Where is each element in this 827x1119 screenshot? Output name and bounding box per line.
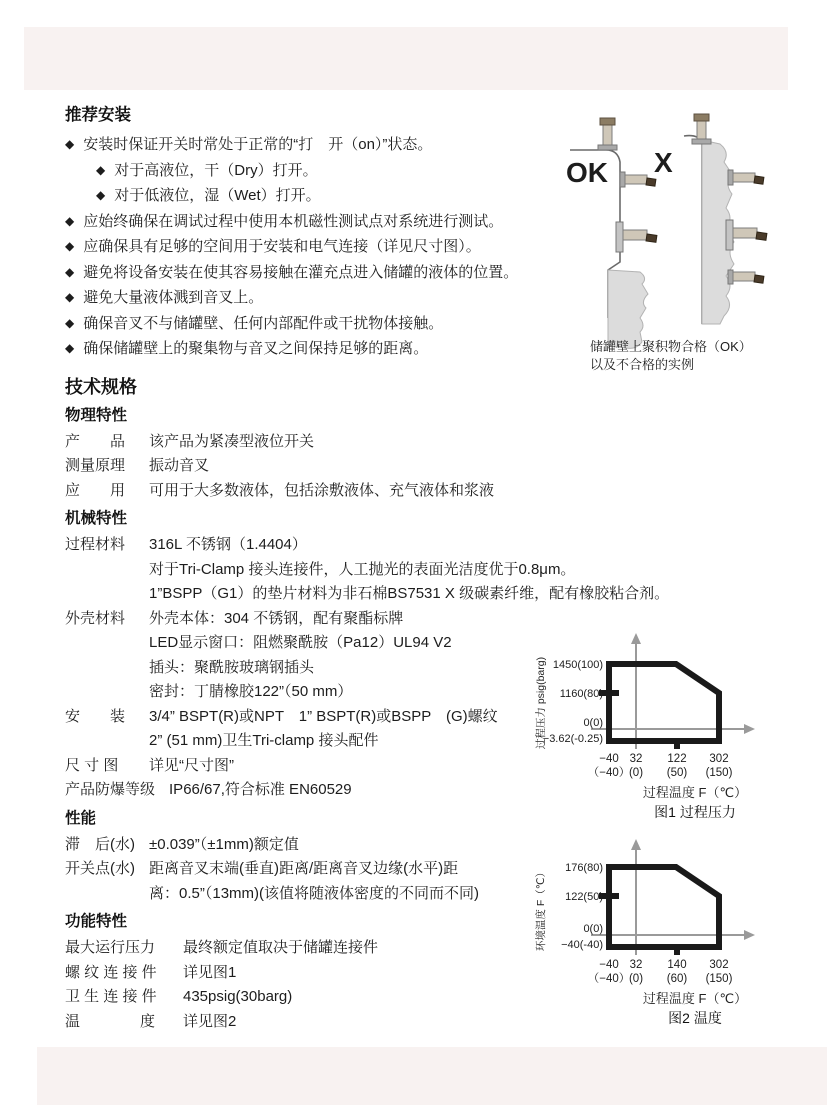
spec-value: 详见“尺寸图” [149, 756, 234, 774]
figure1-plot [531, 631, 823, 779]
spec-value [149, 705, 498, 754]
spec-value: 振动音叉 [149, 457, 210, 474]
spec-label: 安 装 [65, 707, 126, 725]
fig2-xtick-c: (60) [666, 973, 688, 985]
y-axis-arrow-icon [631, 633, 641, 644]
spec-label: 滞 后(水) [65, 835, 135, 853]
fig1-xtick-c: (150) [705, 767, 733, 779]
fig2-caption: 图2 温度 [668, 1010, 722, 1026]
fig1-ytick: 1450(100) [552, 659, 603, 671]
y-axis-arrow-icon [631, 839, 641, 850]
illustration-caption-line2: 以及不合格的实例 [590, 357, 695, 372]
fork-sensor-1-right [728, 170, 764, 185]
fork-sensor-mid-left [620, 172, 656, 187]
fig1-xtick: 302 [709, 753, 729, 765]
fig2-xtick-c: (0) [628, 973, 644, 985]
spec-line: 3/4” BSPT(R)或NPT 1” BSPT(R)或BSPP (G)螺纹 [149, 707, 498, 725]
section-title-tech-specs: 技术规格 [65, 376, 137, 397]
spec-value: 该产品为紧凑型液位开关 [149, 432, 315, 450]
diamond-bullet-icon: ◆ [65, 239, 75, 253]
spec-line: 距离音叉末端(垂直)距离/距离音叉边缘(水平)距 [149, 860, 459, 877]
spec-label: 应 用 [65, 481, 126, 499]
fork-sensor-2-right [726, 220, 767, 250]
spec-line: 密封：丁腈橡胶122”（50 mm） [149, 683, 353, 700]
installation-illustration [556, 112, 816, 377]
bullet-text: 确保储罐壁上的聚集物与音叉之间保持足够的距离。 [83, 340, 429, 357]
spec-value: IP66/67,符合标准 EN60529 [169, 781, 352, 798]
fork-sensor-top-right [692, 114, 711, 144]
diamond-bullet-icon: ◆ [65, 213, 75, 228]
fig2-xtick-c: （−40） [587, 973, 631, 985]
figure1-pressure-chart [531, 631, 823, 822]
subsection-heading: 机械特性 [65, 510, 128, 527]
section-title-recommended-install: 推荐安装 [65, 106, 131, 124]
fig2-ytick: 122(50) [565, 891, 603, 903]
spec-section-physical [65, 404, 745, 504]
spec-label: 最大运行压力 [65, 939, 156, 956]
fig1-ytick: −3.62(-0.25) [542, 733, 603, 745]
fig1-xtick-c: (0) [628, 767, 644, 779]
spec-line: LED显示窗口：阻燃聚酰胺（Pa12）UL94 V2 [149, 634, 452, 651]
fig1-xtick-c: (50) [666, 767, 688, 779]
figure2-plot [531, 837, 823, 985]
fig1-ytick: 1160(80) [559, 688, 603, 700]
spec-label: 卫 生 连 接 件 [65, 988, 157, 1005]
spec-value: 可用于大多数液体，包括涂敷液体、充气液体和浆液 [149, 481, 495, 499]
fig2-xtick: 140 [667, 959, 687, 971]
fig2-xtick-c: (150) [705, 973, 733, 985]
subsection-heading: 功能特性 [65, 913, 128, 930]
bullet-text: 安装时保证开关时常处于正常的“打 开（on）”状态。 [83, 136, 433, 153]
tank-wall-buildup-drawing [556, 112, 816, 377]
spec-label: 外壳材料 [65, 609, 126, 627]
spec-row [65, 454, 745, 479]
x-label: X [654, 147, 673, 178]
fig2-xtick: 32 [629, 959, 643, 971]
top-page-band [24, 27, 788, 90]
subsection-heading: 性能 [65, 809, 97, 827]
spec-row [65, 430, 745, 455]
fig2-ylabel: 环境温度 F（℃） [535, 866, 547, 952]
spec-row [65, 533, 745, 607]
spec-label: 开关点(水) [65, 860, 135, 877]
fig2-xtick: −40 [599, 959, 619, 971]
fig2-ytick: −40(-40) [561, 939, 603, 951]
spec-label: 螺 纹 连 接 件 [65, 963, 157, 981]
fig2-xtick: 302 [709, 959, 729, 971]
spec-line: 离：0.5”（13mm)(该值将随液体密度的不同而不同) [149, 884, 480, 902]
ok-label: OK [566, 157, 608, 188]
bullet-text: 对于低液位，湿（Wet）打开。 [114, 187, 321, 204]
x-axis-arrow-icon [744, 724, 755, 734]
x-axis-arrow-icon [744, 930, 755, 940]
spec-label: 过程材料 [65, 536, 126, 553]
fork-sensor-low-left [616, 222, 657, 252]
spec-value [149, 533, 669, 607]
spec-value: 详见图2 [183, 1012, 237, 1030]
spec-label: 产品防爆等级 [65, 781, 156, 798]
diamond-bullet-icon: ◆ [65, 341, 75, 355]
spec-line: 插头：聚酰胺玻璃钢插头 [149, 658, 315, 676]
spec-line: 1”BSPP（G1）的垫片材料为非石棉BS7531 X 级碳素纤维，配有橡胶粘合剂。 [149, 585, 670, 602]
bullet-text: 确保音叉不与储罐壁、任何内部配件或干扰物体接触。 [83, 314, 444, 332]
fig1-xtick-c: （−40） [587, 767, 631, 779]
diamond-bullet-icon: ◆ [65, 290, 75, 304]
fig1-xtick: 122 [667, 753, 687, 765]
subsection-heading: 物理特性 [65, 406, 128, 424]
spec-row [65, 479, 745, 504]
spec-label: 温 度 [65, 1012, 156, 1030]
spec-value: 435psig(30barg) [183, 988, 293, 1005]
diamond-bullet-icon: ◆ [65, 315, 75, 330]
fig2-xlabel: 过程温度 F（℃） [642, 991, 748, 1006]
spec-line: 对于Tri-Clamp 接头连接件，人工抛光的表面光洁度优于0.8μm。 [149, 560, 576, 578]
fig2-ytick: 0(0) [583, 923, 603, 935]
spec-value [149, 607, 452, 705]
bullet-text: 避免大量液体溅到音叉上。 [83, 289, 264, 306]
fig1-ytick: 0(0) [583, 717, 603, 729]
figure2-temperature-chart [531, 837, 823, 1028]
bullet-text: 应始终确保在调试过程中使用本机磁性测试点对系统进行测试。 [83, 212, 504, 230]
spec-label: 产 品 [65, 432, 126, 450]
bullet-text: 应确保具有足够的空间用于安装和电气连接（详见尺寸图）。 [83, 238, 481, 255]
fig2-ytick: 176(80) [565, 862, 603, 874]
spec-value [149, 857, 479, 906]
fork-sensor-3-right [728, 270, 764, 284]
fig1-xlabel: 过程温度 F（℃） [642, 785, 748, 800]
spec-label: 尺 寸 图 [65, 756, 119, 774]
bullet-text: 对于高液位，干（Dry）打开。 [114, 161, 318, 179]
diamond-bullet-icon: ◆ [96, 188, 106, 202]
spec-value: 最终额定值取决于储罐连接件 [183, 939, 379, 956]
fig1-xtick: −40 [599, 753, 619, 765]
diamond-bullet-icon: ◆ [96, 162, 106, 177]
spec-value: ±0.039”（±1mm)额定值 [149, 835, 299, 853]
spec-value: 详见图1 [183, 963, 237, 981]
spec-line: 外壳本体：304 不锈钢，配有聚酯标牌 [149, 609, 404, 627]
bottom-page-band [37, 1047, 827, 1105]
illustration-caption-line1: 储罐壁上聚积物合格（OK） [590, 339, 752, 354]
diamond-bullet-icon: ◆ [65, 137, 75, 151]
spec-line: 316L 不锈钢（1.4404） [149, 536, 307, 553]
spec-line: 2” (51 mm)卫生Tri-clamp 接头配件 [149, 732, 379, 749]
fig1-xtick: 32 [629, 753, 643, 765]
diamond-bullet-icon: ◆ [65, 264, 75, 279]
fig1-ylabel: 过程压力 psig(barg) [535, 656, 547, 750]
fig1-caption: 图1 过程压力 [654, 804, 736, 820]
spec-label: 测量原理 [65, 457, 126, 474]
fork-sensor-top-left [598, 118, 617, 150]
bullet-text: 避免将设备安装在使其容易接触在灌充点进入储罐的液体的位置。 [83, 263, 519, 281]
